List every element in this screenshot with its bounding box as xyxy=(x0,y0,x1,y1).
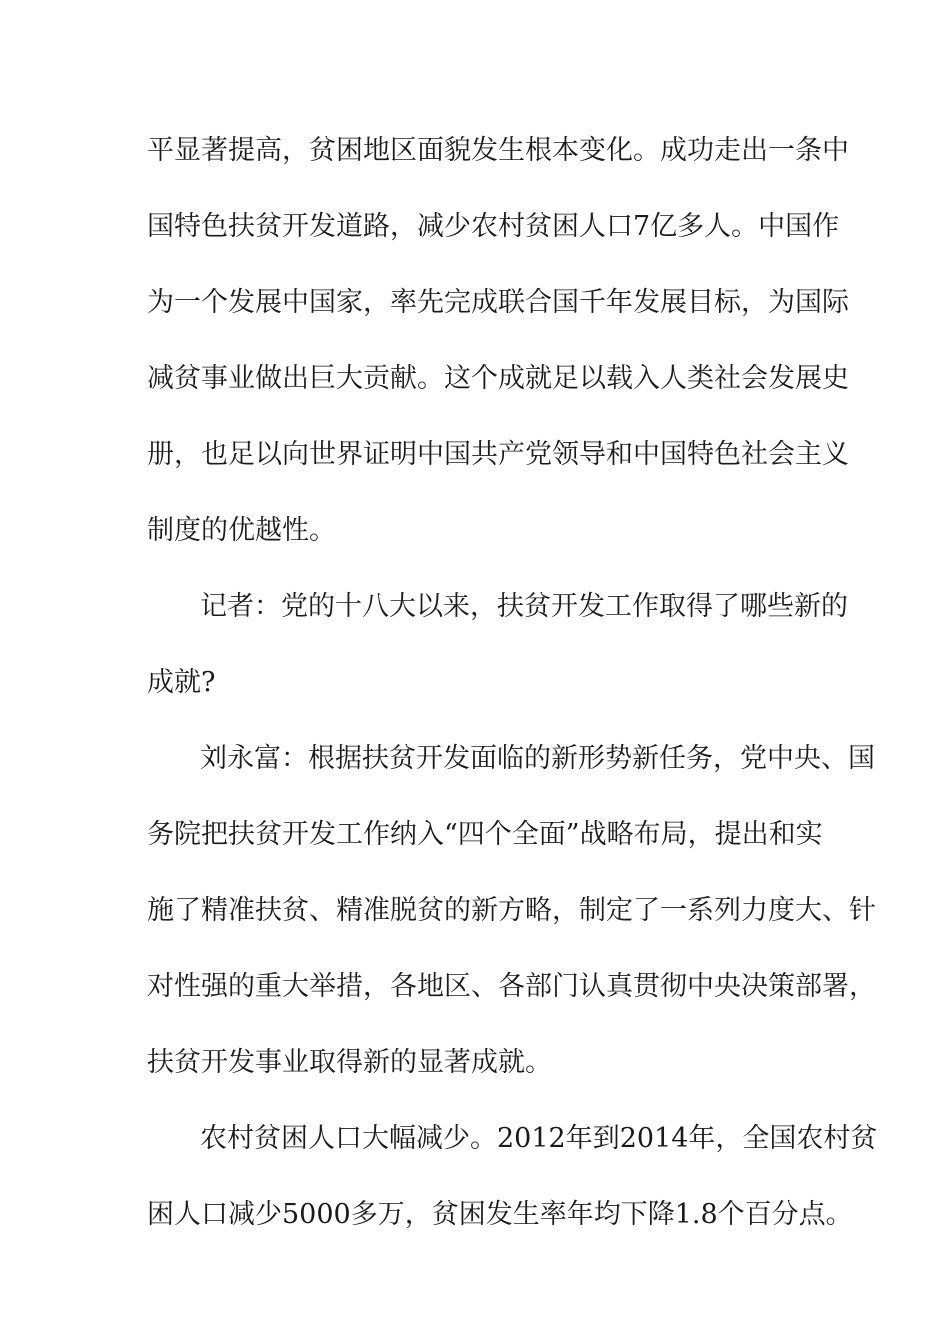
body-text-line: 册，也足以向世界证明中国共产党领导和中国特色社会主义 xyxy=(147,439,849,470)
body-text-line: 平显著提高，贫困地区面貌发生根本变化。成功走出一条中 xyxy=(147,135,849,166)
body-text-line: 农村贫困人口大幅减少。2012年到2014年，全国农村贫 xyxy=(200,1123,878,1154)
body-text-line: 国特色扶贫开发道路，减少农村贫困人口7亿多人。中国作 xyxy=(147,211,840,242)
interview-answer-line: 扶贫开发事业取得新的显著成就。 xyxy=(147,1047,552,1078)
interview-question-line: 成就? xyxy=(147,667,216,698)
body-text-line: 为一个发展中国家，率先完成联合国千年发展目标，为国际 xyxy=(147,287,849,318)
interview-question-line: 记者：党的十八大以来，扶贫开发工作取得了哪些新的 xyxy=(200,591,848,622)
interview-answer-line: 施了精准扶贫、精准脱贫的新方略，制定了一系列力度大、针 xyxy=(147,895,876,926)
body-text-line: 减贫事业做出巨大贡献。这个成就足以载入人类社会发展史 xyxy=(147,363,849,394)
interview-answer-line: 对性强的重大举措，各地区、各部门认真贯彻中央决策部署， xyxy=(147,971,876,1002)
interview-answer-line: 刘永富：根据扶贫开发面临的新形势新任务，党中央、国 xyxy=(200,743,875,774)
body-text-line: 制度的优越性。 xyxy=(147,515,336,546)
interview-answer-line: 务院把扶贫开发工作纳入“四个全面”战略布局，提出和实 xyxy=(147,819,823,850)
body-text-line: 困人口减少5000多万，贫困发生率年均下降1.8个百分点。 xyxy=(147,1199,853,1230)
